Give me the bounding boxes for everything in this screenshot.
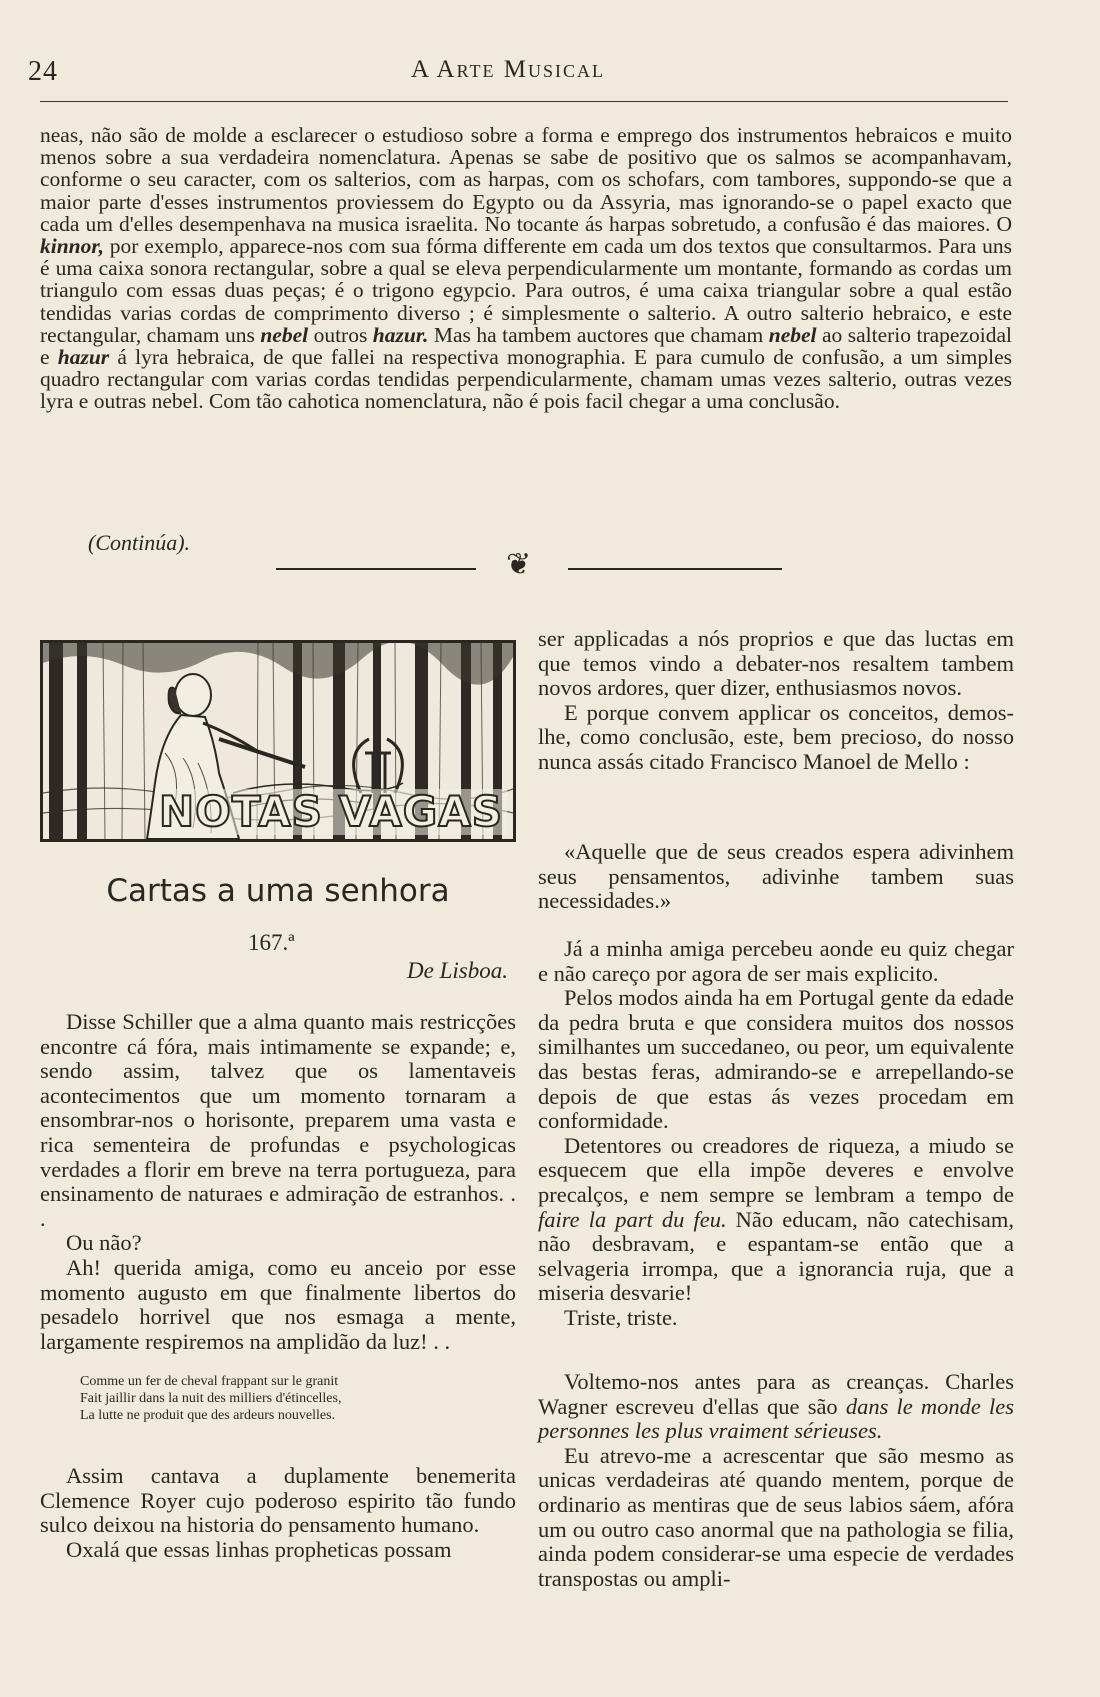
notas-vagas-banner [40, 640, 516, 842]
french-verse-quote [80, 1373, 500, 1424]
banner-title: NOTAS VAGAS [155, 789, 507, 835]
verse-line: La lutte ne produit que des ardeurs nouvelles. [80, 1408, 336, 1423]
paragraph: Voltemo-nos antes para as creanças. Charles Wagner escreveu d'ellas que são dans le monde les personnes les plus vraiment sérieuses. [538, 1369, 1014, 1444]
separator-line-left [276, 568, 476, 570]
mello-quote [538, 840, 1014, 914]
paragraph: Triste, triste. [564, 1304, 678, 1330]
letter-place: De Lisboa. [407, 958, 508, 983]
left-column-block-2 [40, 1464, 516, 1562]
paragraph: Pelos modos ainda ha em Portugal gente da edade da pedra bruta e que considera muitos dos nossos similhantes um succedaneo, ou peor, um equivalente das bestas feras, admirando-se e arrepellando-se depois de que estas ás vezes procedam em conformidade. [538, 985, 1014, 1134]
verse-line: Fait jaillir dans la nuit des milliers d'étincelles, [80, 1391, 342, 1406]
fleuron-icon: ❦ [506, 548, 532, 581]
paragraph: Detentores ou creadores de riqueza, a miudo se esquecem que ella impõe deveres e envolve precalços, e nem sempre se lembram a tempo de faire la part du feu. Não educam, não catechisam, não desbravam, e espantam-se então que a selvageria irrompa, que a ignorancia ruja, que a miseria desvarie! [538, 1132, 1014, 1306]
right-column-block-1 [538, 627, 1014, 775]
right-column-block-2 [538, 937, 1014, 1331]
letter-number: 167.ª [248, 930, 295, 955]
paragraph: ser applicadas a nós proprios e que das luctas em que temos vindo a debater-nos resaltem tambem novos ardores, quer dizer, enthusiasmos novos. [538, 626, 1014, 701]
paragraph: E porque convem applicar os conceitos, demos-lhe, como conclusão, este, bem precioso, do nosso nunca assás citado Francisco Manoel de Mello : [538, 699, 1014, 774]
section-separator [0, 548, 1016, 598]
paragraph: Ou não? [66, 1230, 142, 1256]
right-column-block-3 [538, 1370, 1014, 1591]
article-title: Cartas a uma senhora [106, 873, 450, 909]
header-rule [40, 101, 1008, 102]
paragraph: Ah! querida amiga, como eu anceio por esse momento augusto em que finalmente libertos do pesadelo horrivel que nos esmaga a mente, largamente respiremos na amplidão da luz! . . [40, 1254, 516, 1354]
top-article-paragraph: neas, não são de molde a esclarecer o estudioso sobre a forma e emprego dos instrumentos hebraicos e muito menos sobre a sua verdadeira nomenclatura. Apenas se sabe de positivo que os salmos se acompanhavam, conforme o seu caracter, com os salterios, com as harpas, com os schofars, com tambores, suppondo-se que a maior parte d'esses instrumentos proviessem do Egypto ou da Assyria, mas ignorando-se o papel exacto que cada um d'elles desempenhava na musica israelita. No tocante ás harpas sobretudo, a confusão é das maiores. O kinnor, por exemplo, apparece-nos com sua fórma differente em cada um dos textos que consultarmos. Para uns é uma caixa sonora rectangular, sobre a qual se eleva perpendicularmente um montante, formando as cordas um triangulo com essas duas peças; é o trigono egypcio. Para outros, é uma caixa triangular sobre a qual estão tendidas varias cordas de comprimento diverso ; é simplesmente o salterio. A outro salterio hebraico, e este rectangular, chamam uns nebel outros hazur. Mas ha tambem auctores que chamam nebel ao salterio trapezoidal e hazur á lyra hebraica, de que fallei na respectiva monographia. E para cumulo de confusão, a um simples quadro rectangular com varias cordas tendidas perpendicularmente, chamam umas vezes salterio, outras vezes lyra e outras nebel. Com tão cahotica nomenclatura, não é pois facil chegar a uma conclusão. [40, 123, 1013, 414]
running-title: A Arte Musical [411, 56, 605, 83]
paragraph: Oxalá que essas linhas propheticas possam [66, 1536, 452, 1562]
left-column-block-1 [40, 1010, 516, 1354]
quote-text: «Aquelle que de seus creados espera adivinhem seus pensamentos, adivinhe tambem suas necessidades.» [538, 839, 1014, 914]
paragraph: Disse Schiller que a alma quanto mais restricções encontre cá fóra, mais intimamente se expande; e, sendo assim, talvez que os lamentaveis acontecimentos que um momento tornaram a ensombrar-nos o horisonte, preparem uma vasta e rica sementeira de profundas e psychologicas verdades a florir em breve na terra portugueza, para ensinamento de naturaes e admiração de estranhos. . . [40, 1009, 516, 1231]
continua-note: (Continúa). [88, 530, 191, 555]
verse-line: Comme un fer de cheval frappant sur le granit [80, 1374, 339, 1389]
page-number: 24 [28, 56, 58, 87]
paragraph: Assim cantava a duplamente benemerita Clemence Royer cujo poderoso espirito tão fundo sulco deixou na historia do pensamento humano. [40, 1463, 516, 1538]
separator-line-right [568, 568, 782, 570]
paragraph: Já a minha amiga percebeu aonde eu quiz chegar e não careço por agora de ser mais explicito. [538, 936, 1014, 986]
paragraph: Eu atrevo-me a acrescentar que são mesmo as unicas verdadeiras até quando mentem, porque de ordinario as mentiras que de seus labios sáem, afóra um ou outro caso anormal que na pathologia se filia, ainda podem considerar-se uma especie de verdades transpostas ou ampli- [538, 1442, 1014, 1591]
